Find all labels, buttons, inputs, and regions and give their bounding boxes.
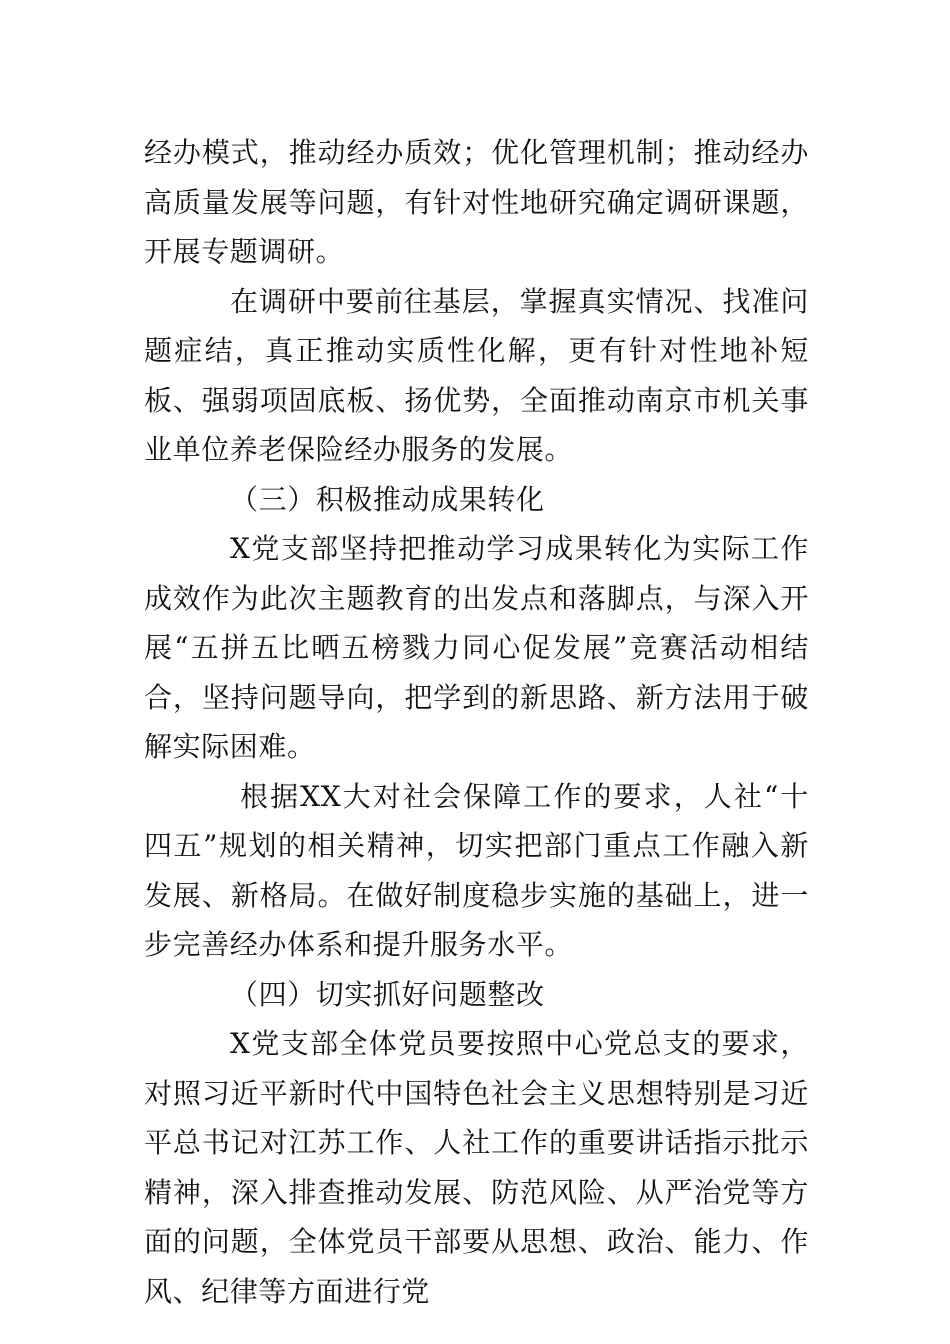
section-heading-3: （三）积极推动成果转化 bbox=[230, 482, 545, 516]
paragraph-continuation: 经办模式，推动经办质效；优化管理机制；推动经办高质量发展等问题，有针对性地研究确定调研课题，开展专题调研。 bbox=[144, 136, 809, 268]
document-body bbox=[144, 128, 809, 1316]
paragraph-results-transform: X党支部坚持把推动学习成果转化为实际工作成效作为此次主题教育的出发点和落脚点，与深入开展“五拼五比晒五榜戮力同心促发展”竞赛活动相结合，坚持问题导向，把学到的新思路、新方法用于破解实际困难。 bbox=[144, 532, 809, 763]
paragraph-research: 在调研中要前往基层，掌握真实情况、找准问题症结，真正推动实质性化解，更有针对性地补短板、强弱项固底板、扬优势，全面推动南京市机关事业单位养老保险经办服务的发展。 bbox=[144, 284, 809, 466]
paragraph-rectification: X党支部全体党员要按照中心党总支的要求，对照习近平新时代中国特色社会主义思想特别是习近平总书记对江苏工作、人社工作的重要讲话指示批示精神，深入排查推动发展、防范风险、从严治党等方面的问题，全体党员干部要从思想、政治、能力、作风、纪律等方面进行党 bbox=[144, 1027, 809, 1308]
paragraph-social-security: 根据XX大对社会保障工作的要求，人社“十四五”规划的相关精神，切实把部门重点工作融入新发展、新格局。在做好制度稳步实施的基础上，进一步完善经办体系和提升服务水平。 bbox=[144, 779, 809, 961]
section-heading-4: （四）切实抓好问题整改 bbox=[230, 977, 545, 1011]
